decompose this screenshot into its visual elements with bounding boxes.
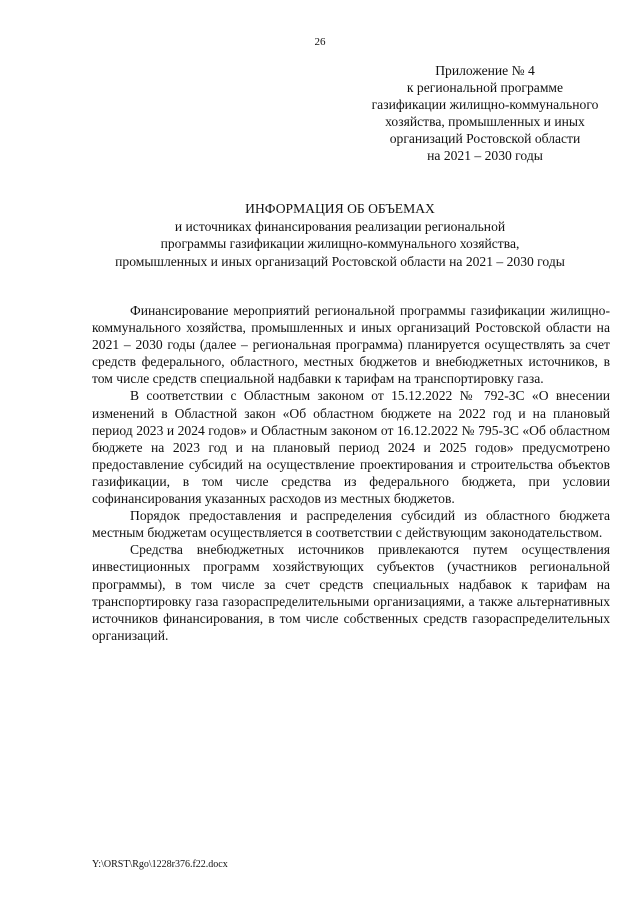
title-subtitle-line: и источниках финансирования реализации региональной — [174, 218, 506, 234]
title-subtitle-line: промышленных и иных организаций Ростовской области на 2021 – 2030 годы — [115, 253, 565, 269]
appendix-line: к региональной программе — [406, 80, 564, 95]
body-paragraph: Средства внебюджетных источников привлекаются путем осуществления инвестиционных программ хозяйствующих субъектов (участников региональной программы), в том числе за счет средств специальных надбавок к тарифам на транспортировку газа газораспределительными организациями, а также альтернативных источников финансирования, в том числе собственных средств газораспределительных организаций. — [92, 542, 610, 643]
appendix-line: организаций Ростовской области — [389, 131, 581, 146]
document-title — [60, 200, 620, 270]
appendix-header — [340, 62, 630, 164]
body-paragraph: Финансирование мероприятий региональной программы газификации жилищно-коммунального хозяйства, промышленных и иных организаций Ростовской области на 2021 – 2030 годы (далее – региональная программа) планируется осуществлять за счет средств федерального, областного, местных бюджетов и внебюджетных источников, в том числе средств специальной надбавки к тарифам на транспортировку газа. — [92, 303, 610, 387]
appendix-line: на 2021 – 2030 годы — [427, 148, 543, 163]
title-subtitle-line: программы газификации жилищно-коммунального хозяйства, — [160, 236, 520, 251]
page-number: 26 — [314, 36, 326, 48]
title-heading: ИНФОРМАЦИЯ ОБ ОБЪЕМАХ — [245, 201, 435, 216]
footer-file-path: Y:\ORST\Rgo\1228r376.f22.docx — [92, 859, 228, 870]
body-paragraph: Порядок предоставления и распределения субсидий из областного бюджета местным бюджетам осуществляется в соответствии с действующим законодательством. — [92, 508, 610, 541]
document-body — [92, 302, 610, 644]
body-paragraph: В соответствии с Областным законом от 15.12.2022 № 792-ЗС «О внесении изменений в Областной закон «Об областном бюджете на 2022 год и на плановый период 2023 и 2024 годов» и Областным законом от 16.12.2022 № 795-ЗС «Об областном бюджете на 2023 год и на плановый период 2024 и 2025 годов» предусмотрено предоставление субсидий на осуществление проектирования и строительства объектов газификации, в том числе средства из федерального бюджета, при условии софинансирования указанных расходов из местных бюджетов. — [92, 388, 610, 507]
appendix-line: Приложение № 4 — [435, 63, 535, 78]
appendix-line: хозяйства, промышленных и иных — [385, 114, 585, 129]
appendix-line: газификации жилищно-коммунального — [371, 97, 599, 112]
